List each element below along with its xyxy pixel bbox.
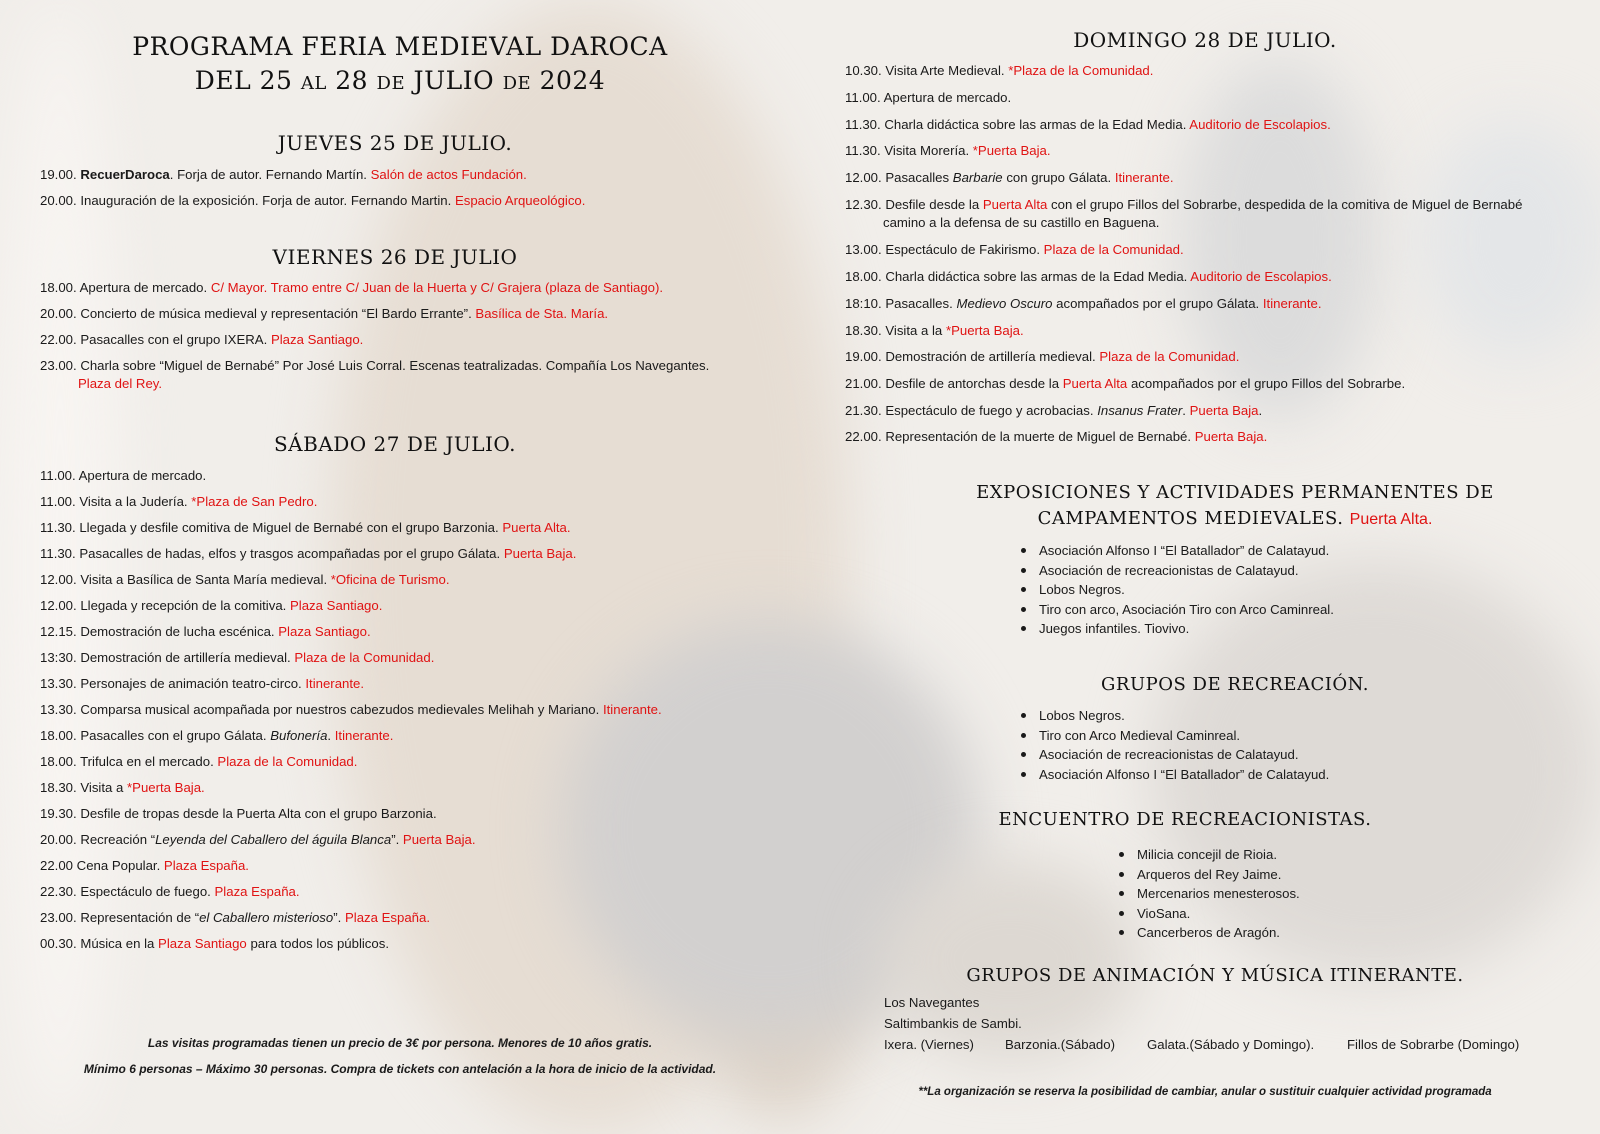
animacion-group: Barzonia.(Sábado)	[1005, 1037, 1115, 1052]
list-item: Asociación de recreacionistas de Calatayud.	[1019, 745, 1329, 765]
event-item: 18:10. Pasacalles. Medievo Oscuro acompañados por el grupo Gálata. Itinerante.	[845, 296, 1322, 311]
event-item: 11.00. Apertura de mercado.	[40, 468, 207, 483]
event-item: 22.30. Espectáculo de fuego. Plaza España.	[40, 884, 300, 899]
program-title	[40, 30, 760, 98]
list-item: Tiro con Arco Medieval Caminreal.	[1019, 726, 1329, 746]
event-item: 12.15. Demostración de lucha escénica. Plaza Santiago.	[40, 624, 371, 639]
event-item: 12.00. Pasacalles Barbarie con grupo Gálata. Itinerante.	[845, 170, 1174, 185]
event-item: 18.00. Pasacalles con el grupo Gálata. Bufonería. Itinerante.	[40, 728, 394, 743]
list-item: Asociación de recreacionistas de Calatayud.	[1019, 561, 1334, 581]
animacion-group: Galata.(Sábado y Domingo).	[1147, 1037, 1315, 1052]
list-item: Mercenarios menesterosos.	[1117, 884, 1300, 904]
event-item: 18.00. Charla didáctica sobre las armas de la Edad Media. Auditorio de Escolapios.	[845, 269, 1332, 284]
list-item: Tiro con arco, Asociación Tiro con Arco Caminreal.	[1019, 600, 1334, 620]
event-item: 19.00. RecuerDaroca. Forja de autor. Fernando Martín. Salón de actos Fundación.	[40, 167, 527, 182]
event-item: 20.00. Recreación “Leyenda del Caballero del águila Blanca”. Puerta Baja.	[40, 832, 476, 847]
heading-exposiciones: EXPOSICIONES Y ACTIVIDADES PERMANENTES DE CAMPAMENTOS MEDIEVALES. Puerta Alta.	[976, 482, 1494, 529]
event-item: 21.00. Desfile de antorchas desde la Puerta Alta acompañados por el grupo Fillos del Sobrarbe.	[845, 376, 1406, 391]
event-item: 11.30. Visita Morería. *Puerta Baja.	[845, 143, 1051, 158]
event-item: 18.00. Trifulca en el mercado. Plaza de la Comunidad.	[40, 754, 358, 769]
encuentro-list	[1117, 845, 1300, 943]
exposiciones-list	[1019, 541, 1334, 639]
event-item: 20.00. Inauguración de la exposición. Forja de autor. Fernando Martin. Espacio Arqueológico.	[40, 193, 586, 208]
heading-recreacion: GRUPOS DE RECREACIÓN.	[1101, 674, 1369, 695]
heading-viernes: VIERNES 26 DE JULIO	[272, 245, 518, 269]
price-note: Las visitas programadas tienen un precio de 3€ por persona. Menores de 10 años gratis.	[147, 1036, 653, 1050]
list-item: Juegos infantiles. Tiovivo.	[1019, 619, 1334, 639]
event-item: 13.30. Comparsa musical acompañada por nuestros cabezudos medievales Melihah y Mariano. Itinerante.	[40, 702, 662, 717]
event-item: 18.30. Visita a *Puerta Baja.	[40, 780, 205, 795]
event-item: 00.30. Música en la Plaza Santiago para todos los públicos.	[40, 936, 389, 951]
animacion-group: Fillos de Sobrarbe (Domingo)	[1347, 1037, 1520, 1052]
heading-sabado: SÁBADO 27 DE JULIO.	[273, 432, 516, 456]
recreacion-list	[1019, 706, 1329, 784]
heading-encuentro: ENCUENTRO DE RECREACIONISTAS.	[998, 809, 1372, 830]
event-item: 11.00. Apertura de mercado.	[845, 90, 1012, 105]
event-item: 13:30. Demostración de artillería medieval. Plaza de la Comunidad.	[40, 650, 435, 665]
event-item: 12.00. Llegada y recepción de la comitiva. Plaza Santiago.	[40, 598, 383, 613]
list-item: Asociación Alfonso I “El Batallador” de Calatayud.	[1019, 541, 1334, 561]
event-item: 11.30. Charla didáctica sobre las armas de la Edad Media. Auditorio de Escolapios.	[845, 117, 1331, 132]
event-item: 22.00 Cena Popular. Plaza España.	[40, 858, 249, 873]
title-line-2: DEL 25 al 28 de JULIO de 2024	[194, 66, 606, 95]
event-item: 23.00. Representación de “el Caballero misterioso”. Plaza España.	[40, 910, 431, 925]
event-item: 10.30. Visita Arte Medieval. *Plaza de la Comunidad.	[845, 63, 1154, 78]
animacion-line: Los Navegantes	[884, 995, 980, 1010]
heading-jueves: JUEVES 25 DE JULIO.	[277, 131, 513, 155]
event-item: 12.30. Desfile desde la Puerta Alta con el grupo Fillos del Sobrarbe, despedida de la comitiva de Miguel de Bernabé camino a la defensa de su castillo en Baguena.	[845, 197, 1523, 230]
event-item: 22.00. Pasacalles con el grupo IXERA. Plaza Santiago.	[40, 332, 364, 347]
event-item: 12.00. Visita a Basílica de Santa María medieval. *Oficina de Turismo.	[40, 572, 450, 587]
list-item: Lobos Negros.	[1019, 580, 1334, 600]
list-item: Milicia concejil de Rioia.	[1117, 845, 1300, 865]
animacion-line: Saltimbankis de Sambi.	[884, 1016, 1022, 1031]
event-item: 13.30. Personajes de animación teatro-circo. Itinerante.	[40, 676, 365, 691]
event-item: 13.00. Espectáculo de Fakirismo. Plaza de la Comunidad.	[845, 242, 1184, 257]
list-item: Asociación Alfonso I “El Batallador” de Calatayud.	[1019, 765, 1329, 785]
event-item: 11.30. Pasacalles de hadas, elfos y trasgos acompañadas por el grupo Gálata. Puerta Baja.	[40, 546, 577, 561]
ticket-note: Mínimo 6 personas – Máximo 30 personas. Compra de tickets con antelación a la hora de inicio de la actividad.	[83, 1062, 717, 1076]
event-item: 23.00. Charla sobre “Miguel de Bernabé” Por José Luis Corral. Escenas teatralizadas. Compañía Los Navegantes. Plaza del Rey.	[40, 358, 710, 391]
animacion-group: Ixera. (Viernes)	[884, 1037, 974, 1052]
event-item: 19.30. Desfile de tropas desde la Puerta Alta con el grupo Barzonia.	[40, 806, 437, 821]
event-item: 11.30. Llegada y desfile comitiva de Miguel de Bernabé con el grupo Barzonia. Puerta Alta.	[40, 520, 571, 535]
event-item: 20.00. Concierto de música medieval y representación “El Bardo Errante”. Basílica de Sta. María.	[40, 306, 609, 321]
event-item: 19.00. Demostración de artillería medieval. Plaza de la Comunidad.	[845, 349, 1240, 364]
event-item: 21.30. Espectáculo de fuego y acrobacias. Insanus Frater. Puerta Baja.	[845, 403, 1263, 418]
list-item: VioSana.	[1117, 904, 1300, 924]
heading-domingo: DOMINGO 28 DE JULIO.	[1073, 28, 1337, 52]
heading-animacion: GRUPOS DE ANIMACIÓN Y MÚSICA ITINERANTE.	[966, 965, 1464, 986]
event-item: 11.00. Visita a la Judería. *Plaza de San Pedro.	[40, 494, 318, 509]
event-item: 18.00. Apertura de mercado. C/ Mayor. Tramo entre C/ Juan de la Huerta y C/ Grajera (plaza de Santiago).	[40, 280, 664, 295]
event-item: 22.00. Representación de la muerte de Miguel de Bernabé. Puerta Baja.	[845, 429, 1268, 444]
list-item: Lobos Negros.	[1019, 706, 1329, 726]
list-item: Arqueros del Rey Jaime.	[1117, 865, 1300, 885]
disclaimer: **La organización se reserva la posibilidad de cambiar, anular o sustituir cualquier actividad programada	[918, 1086, 1492, 1098]
event-item: 18.30. Visita a la *Puerta Baja.	[845, 323, 1024, 338]
list-item: Cancerberos de Aragón.	[1117, 923, 1300, 943]
title-line-1: PROGRAMA FERIA MEDIEVAL DAROCA	[132, 32, 668, 61]
